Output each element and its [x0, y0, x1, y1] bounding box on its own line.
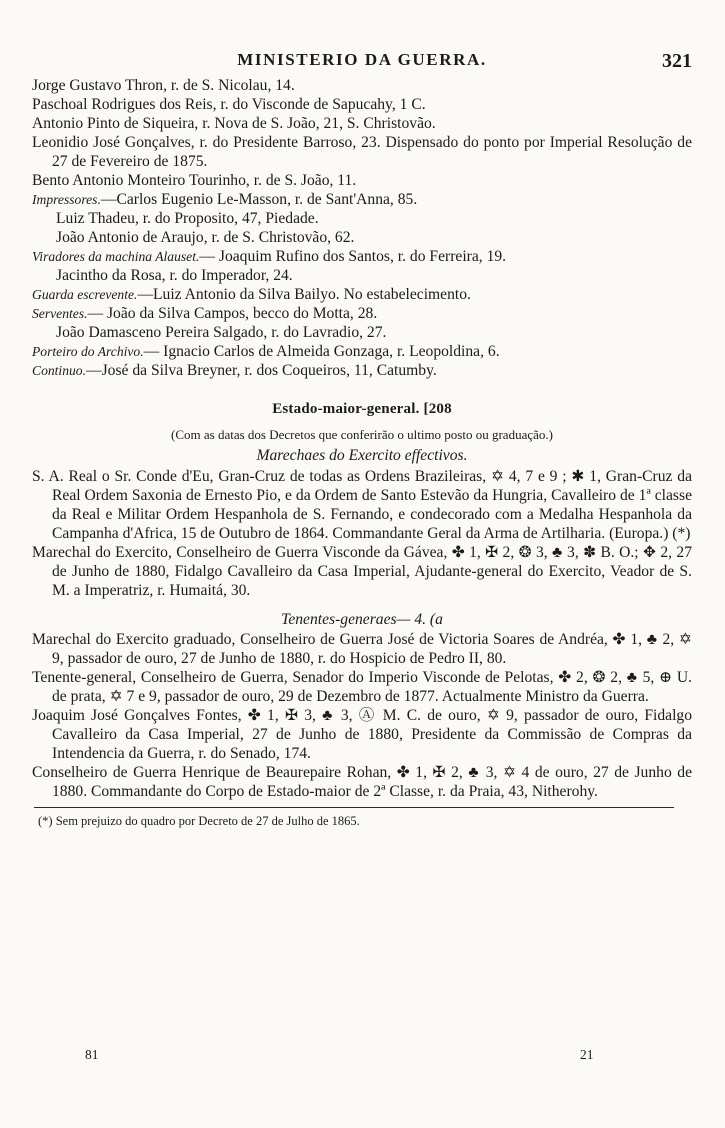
signature-mark-left: 81	[85, 1047, 99, 1062]
section-heading	[32, 400, 692, 419]
entry-serventes	[32, 304, 692, 323]
role-label: Viradores da machina Alauset.	[32, 249, 200, 264]
page-title: MINISTERIO DA GUERRA.	[237, 50, 487, 69]
section-subtitle: Marechaes do Exercito effectivos.	[256, 447, 468, 464]
role-label: Impressores.	[32, 192, 101, 207]
entry-line: Leonidio José Gonçalves, r. do Presidente Barroso, 23. Dispensado do ponto por Imperial Resolução de 27 de Fevereiro de 1875.	[32, 134, 692, 170]
entry-line: Jorge Gustavo Thron, r. de S. Nicolau, 14.	[32, 77, 295, 94]
entry-paragraph: Conselheiro de Guerra Henrique de Beaurepaire Rohan, ✤ 1, ✠ 2, ♣ 3, ✡ 4 de ouro, 27 de Junho de 1880. Commandante do Corpo de Estado-maior de 2ª Classe, r. da Praia, 43, Nitherohy.	[32, 764, 692, 800]
entry-porteiro	[32, 342, 692, 361]
entry-guarda	[32, 285, 692, 304]
role-label: Serventes.	[32, 306, 88, 321]
entry-line: Antonio Pinto de Siqueira, r. Nova de S. João, 21, S. Christovão.	[32, 115, 436, 132]
entry-paragraph: S. A. Real o Sr. Conde d'Eu, Gran-Cruz de todas as Ordens Brazileiras, ✡ 4, 7 e 9 ; ✱ 1, Gran-Cruz da Real Ordem Saxonia de Ernesto Pio, e da Ordem de Santo Estevão da Hungria, Cavalleiro de 1ª classe da Real e Militar Ordem Hespanhola de S. Fernando, e condecorado com a Medalha Hespanhola da Campanha d'Africa, 15 de Outubro de 1864. Commandante Geral da Arma de Artilharia. (Europa.) (*)	[32, 468, 692, 542]
section-title: Estado-maior-general.	[272, 401, 420, 417]
footnote-rule	[34, 807, 674, 808]
entry-text: —Carlos Eugenio Le-Masson, r. de Sant'Anna, 85.	[100, 191, 418, 208]
section-count: [208	[423, 401, 452, 417]
entry-paragraph: Tenente-general, Conselheiro de Guerra, Senador do Imperio Visconde de Pelotas, ✤ 2, ❂ 2, ♣ 5, ⊕ U. de prata, ✡ 7 e 9, passador de ouro, 29 de Dezembro de 1877. Actualmente Ministro da Guerra.	[32, 669, 693, 705]
role-label: Porteiro do Archivo.	[32, 344, 144, 359]
entry-text: —Luiz Antonio da Silva Bailyo. No estabelecimento.	[137, 286, 471, 303]
entry-paragraph: Marechal do Exercito graduado, Conselheiro de Guerra José de Victoria Soares de Andréa, ✤ 1, ♣ 2, ✡ 9, passador de ouro, 27 de Junho de 1880, r. do Hospicio de Pedro II, 80.	[32, 631, 692, 667]
entry-text: — Joaquim Rufino dos Santos, r. do Ferreira, 19.	[199, 248, 507, 265]
running-header	[32, 46, 692, 76]
entry-line: Luiz Thadeu, r. do Proposito, 47, Piedade.	[56, 210, 319, 227]
entry-line: João Damasceno Pereira Salgado, r. do Lavradio, 27.	[56, 324, 387, 341]
entry-text: —José da Silva Breyner, r. dos Coqueiros, 11, Catumby.	[86, 362, 437, 379]
page-body	[32, 76, 692, 831]
section-note: (Com as datas dos Decretos que conferirão o ultimo posto ou graduação.)	[171, 427, 553, 442]
entry-viradores	[32, 247, 692, 266]
entry-impressores	[32, 190, 692, 209]
entry-line: João Antonio de Araujo, r. de S. Christovão, 62.	[56, 229, 355, 246]
signature-mark-right: 21	[580, 1047, 594, 1062]
entry-paragraph: Marechal do Exercito, Conselheiro de Guerra Visconde da Gávea, ✤ 1, ✠ 2, ❂ 3, ♣ 3, ✽ B. O.; ✥ 2, 27 de Junho de 1880, Fidalgo Cavalleiro da Casa Imperial, Ajudante-general do Exercito, Veador de S. M. a Imperatriz, r. Humaitá, 30.	[32, 544, 692, 599]
section-subtitle: Tenentes-generaes— 4. (a	[281, 611, 443, 628]
role-label: Continuo.	[32, 363, 87, 378]
footnote: (*) Sem prejuizo do quadro por Decreto de 27 de Julho de 1865.	[38, 814, 360, 828]
entry-paragraph: Joaquim José Gonçalves Fontes, ✤ 1, ✠ 3, ♣ 3, Ⓐ M. C. de ouro, ✡ 9, passador de ouro, Fidalgo Cavalleiro da Casa Imperial, 27 de Junho de 1880, Presidente da Commissão de Compras da Intendencia da Guerra, r. do Senado, 174.	[32, 707, 692, 762]
role-label: Guarda escrevente.	[32, 287, 138, 302]
entry-text: — Ignacio Carlos de Almeida Gonzaga, r. Leopoldina, 6.	[143, 343, 500, 360]
entry-text: — João da Silva Campos, becco do Motta, 28.	[87, 305, 378, 322]
entry-line: Bento Antonio Monteiro Tourinho, r. de S. João, 11.	[32, 172, 357, 189]
entry-line: Paschoal Rodrigues dos Reis, r. do Visconde de Sapucahy, 1 C.	[32, 96, 426, 113]
entry-line: Jacintho da Rosa, r. do Imperador, 24.	[56, 267, 293, 284]
entry-continuo	[32, 361, 692, 380]
page-number: 321	[662, 50, 692, 72]
